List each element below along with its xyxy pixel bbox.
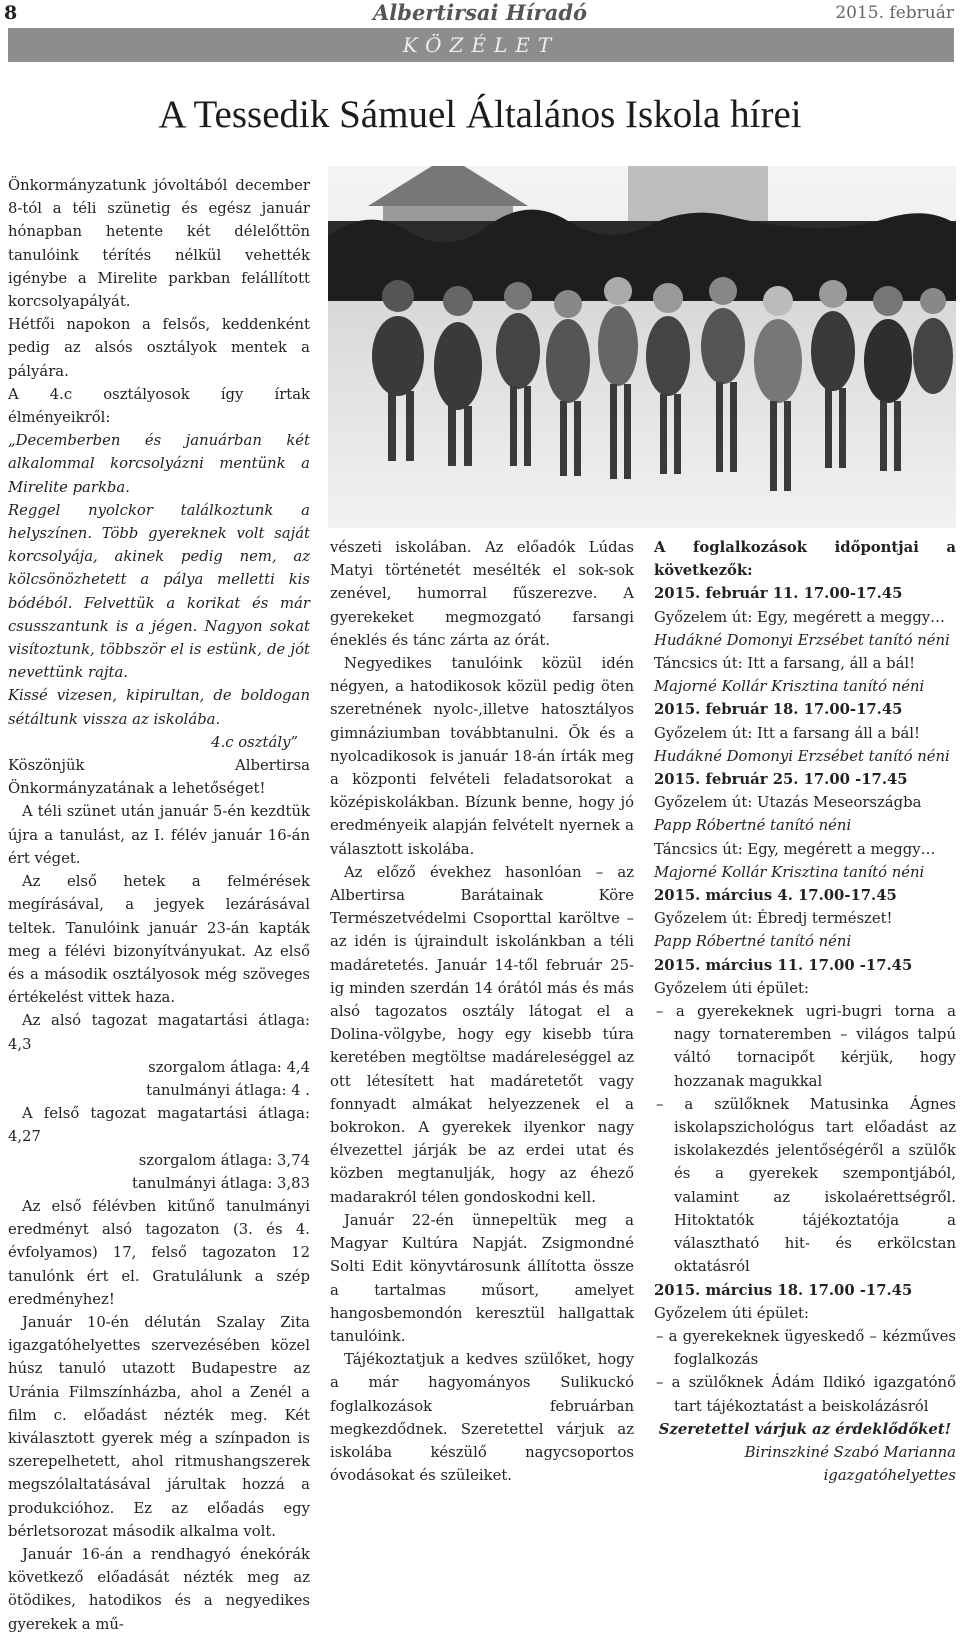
schedule-teacher: Hudákné Domonyi Erzsébet tanító néni <box>654 631 950 649</box>
schedule-heading: A foglalkozások időpontjai a következők: <box>654 539 956 580</box>
schedule-list-item: – a gyerekeknek ugri-bugri torna a nagy tornateremben – világos talpú váltó tornacipőt kérjük, hogy hozzanak magukkal <box>656 1003 956 1090</box>
schedule-teacher: Papp Róbertné tanító néni <box>654 933 852 951</box>
skating-children-photo <box>328 166 956 528</box>
grade-average: szorgalom átlaga: 3,74 <box>138 1151 310 1169</box>
schedule-teacher: Majorné Kollár Krisztina tanító néni <box>654 678 925 696</box>
schedule-item: Győzelem úti épület: <box>654 1304 809 1322</box>
schedule-date: 2015. március 18. 17.00 -17.45 <box>654 1281 913 1299</box>
schedule-list-item: – a szülőknek Ádám Ildikó igazgatónő tart tájékoztatást a beiskolázásról <box>656 1374 956 1415</box>
paragraph: Január 16-án a rendhagyó énekórák következő előadását nézték meg az ötödikes, hatodikos és a negyedikes gyerekek a mű- <box>8 1545 310 1633</box>
issue-date: 2015. február <box>835 3 954 23</box>
paragraph: Negyedikes tanulóink közül idén négyen, a hatodikosok közül pedig öten szeretnének nyolc-,illetve hatosztályos gimnáziumban továbbtanulni. Ők és a nyolcadikosok is január 18-án írták meg a központi felvételi feladatsorokat a középiskolákban. Bízunk benne, hogy jó eredményeik alapján felvételt nyernek a választott iskolába. <box>330 655 634 858</box>
paragraph: Az első félévben kitűnő tanulmányi eredményt alsó tagozaton (3. és 4. évfolyamos) 17, felső tagozaton 12 tanulónk ért el. Gratulálunk a szép eredményhez! <box>8 1197 310 1308</box>
paragraph: Hétfői napokon a felsős, keddenként pedig az alsós osztályok mentek a pályára. <box>8 316 310 380</box>
schedule-date: 2015. március 4. 17.00-17.45 <box>654 887 897 905</box>
paragraph: Tájékoztatjuk a kedves szülőket, hogy a már hagyományos Sulikuckó foglalkozások februárban megkezdődnek. Szeretettel várjuk az iskolába készülő nagycsoportos óvodásokat és szüleiket. <box>330 1351 634 1485</box>
schedule-teacher: Hudákné Domonyi Erzsébet tanító néni <box>654 747 950 765</box>
newspaper-name: Albertirsai Híradó <box>372 0 588 25</box>
column-1 <box>8 174 310 1636</box>
paragraph: A téli szünet után január 5-én kezdtük újra a tanulást, az I. félév január 16-án ért véget. <box>8 803 310 867</box>
grade-average: szorgalom átlaga: 4,4 <box>148 1058 310 1076</box>
paragraph: vészeti iskolában. Az előadók Lúdas Matyi történetét mesélték el sok-sok zenével, humorral fűszerezve. A gyerekeket megmozgató farsangi éneklés és tánc zárta az órát. <box>330 539 634 649</box>
schedule-list-item: – a szülőknek Matusinka Ágnes iskolapszichológus tart előadást az iskolakezdés jelentőségéről a szülők és a gyerekek szempontjából, valamint az iskolaérettségről. Hitoktatók tájékoztatója a választható hit- és erkölcstan oktatásról <box>656 1095 956 1276</box>
grade-average: tanulmányi átlaga: 4 . <box>146 1081 310 1099</box>
closing-line: Szeretettel várjuk az érdeklődőket! <box>658 1420 952 1438</box>
quote-paragraph: „Decemberben és januárban két alkalommal korcsolyázni mentünk a Mirelite parkba. <box>8 432 310 496</box>
paragraph: Az első hetek a felmérések megírásával, a jegyek lezárásával teltek. Tanulóink január 23-án kapták meg a félévi bizonyítványukat. Az első és a második osztályosok még szöveges értékelést vittek haza. <box>8 873 310 1007</box>
schedule-teacher: Majorné Kollár Krisztina tanító néni <box>654 863 925 881</box>
page-header <box>0 0 960 28</box>
grade-average: Az alsó tagozat magatartási átlaga: 4,3 <box>8 1012 310 1053</box>
page-number: 8 <box>4 2 18 24</box>
column-2 <box>330 536 634 1487</box>
schedule-date: 2015. március 11. 17.00 -17.45 <box>654 956 913 974</box>
schedule-list-item: – a gyerekeknek ügyeskedő – kézműves foglalkozás <box>656 1327 956 1369</box>
signature-name: Birinszkiné Szabó Marianna <box>744 1443 956 1461</box>
schedule-item: Győzelem út: Itt a farsang áll a bál! <box>654 724 920 742</box>
schedule-item: Győzelem út: Utazás Meseországba <box>654 794 922 812</box>
grade-average: tanulmányi átlaga: 3,83 <box>132 1174 310 1192</box>
schedule-item: Táncsics út: Itt a farsang, áll a bál! <box>654 655 916 673</box>
signature-title: igazgatóhelyettes <box>823 1467 956 1485</box>
paragraph: A 4.c osztályosok így írtak élményeikről: <box>8 385 310 427</box>
column-3 <box>654 536 956 1487</box>
paragraph: Önkormányzatunk jóvoltából december 8-tól a téli szünetig és egész január hónapban hetente két délelőttön tanulóink térítés nélkül vehették igénybe a Mirelite parkban felállított korcsolyapályát. <box>8 177 310 311</box>
quote-signature: 4.c osztály” <box>211 733 298 751</box>
schedule-date: 2015. február 18. 17.00-17.45 <box>654 701 903 719</box>
paragraph: Köszönjük Albertirsa Önkormányzatának a lehetőséget! <box>8 757 310 798</box>
schedule-teacher: Papp Róbertné tanító néni <box>654 817 852 835</box>
schedule-item: Táncsics út: Egy, megérett a meggy… <box>654 840 936 858</box>
paragraph: Január 10-én délután Szalay Zita igazgatóhelyettes szervezésében közel húsz tanuló utazott Budapestre az Uránia Filmszínházba, ahol a Zenél a film c. előadást nézték meg. Két kiválasztott gyerek még a színpadon is szerepelhetett, ahol ritmushangszerek megszólaltatásával járultak hozzá a produkcióhoz. Ez az előadás egy bérletsorozat második alkalma volt. <box>8 1313 310 1540</box>
schedule-item: Győzelem út: Egy, megérett a meggy… <box>654 608 945 626</box>
paragraph: Január 22-én ünnepeltük meg a Magyar Kultúra Napját. Zsigmondné Solti Edit könyvtárosunk állította össze a tartalmas műsort, amelyet hangosbemondón keresztül hallgattak tanulóink. <box>330 1211 634 1345</box>
schedule-item: Győzelem út: Ébredj természet! <box>654 910 893 928</box>
schedule-date: 2015. február 25. 17.00 -17.45 <box>654 771 908 789</box>
grade-average: A felső tagozat magatartási átlaga: 4,27 <box>8 1105 310 1146</box>
paragraph: Az előző évekhez hasonlóan – az Albertirsa Barátainak Köre Természetvédelmi Csoporttal karöltve – az idén is újraindult iskolánkban a téli madáretetés. Január 14-től február 25-ig minden szerdán 14 órától más és más alsó tagozatos osztály látogat el a Dolina-völgybe, hogy egy kisebb túra keretében megtöltse madáreleséggel az ott létesített hat madáretetőt vagy fonnyadt almákat helyezzenek el a bokrokon. A gyerekek ilyenkor nagy élvezettel járják be az erdei utat és közben megtanulják, hogy az éhező madarakról télen gondoskodni kell. <box>330 863 634 1206</box>
schedule-item: Győzelem úti épület: <box>654 979 809 997</box>
schedule-date: 2015. február 11. 17.00-17.45 <box>654 585 903 603</box>
quote-paragraph: Reggel nyolckor találkoztunk a helyszínen. Több gyereknek volt saját korcsolyája, akinek pedig nem, az kölcsönözhetett a pálya melletti kis bódéból. Felvettük a korikat és már csusszantunk is a jégen. Nagyon sokat visítoztunk, többször el is estünk, de jót nevettünk rajta. <box>8 501 310 682</box>
article-title: A Tessedik Sámuel Általános Iskola hírei <box>158 93 802 136</box>
section-label: KÖZÉLET <box>8 28 954 62</box>
quote-paragraph: Kissé vizesen, kipirultan, de boldogan sétáltunk vissza az iskolába. <box>8 687 310 728</box>
